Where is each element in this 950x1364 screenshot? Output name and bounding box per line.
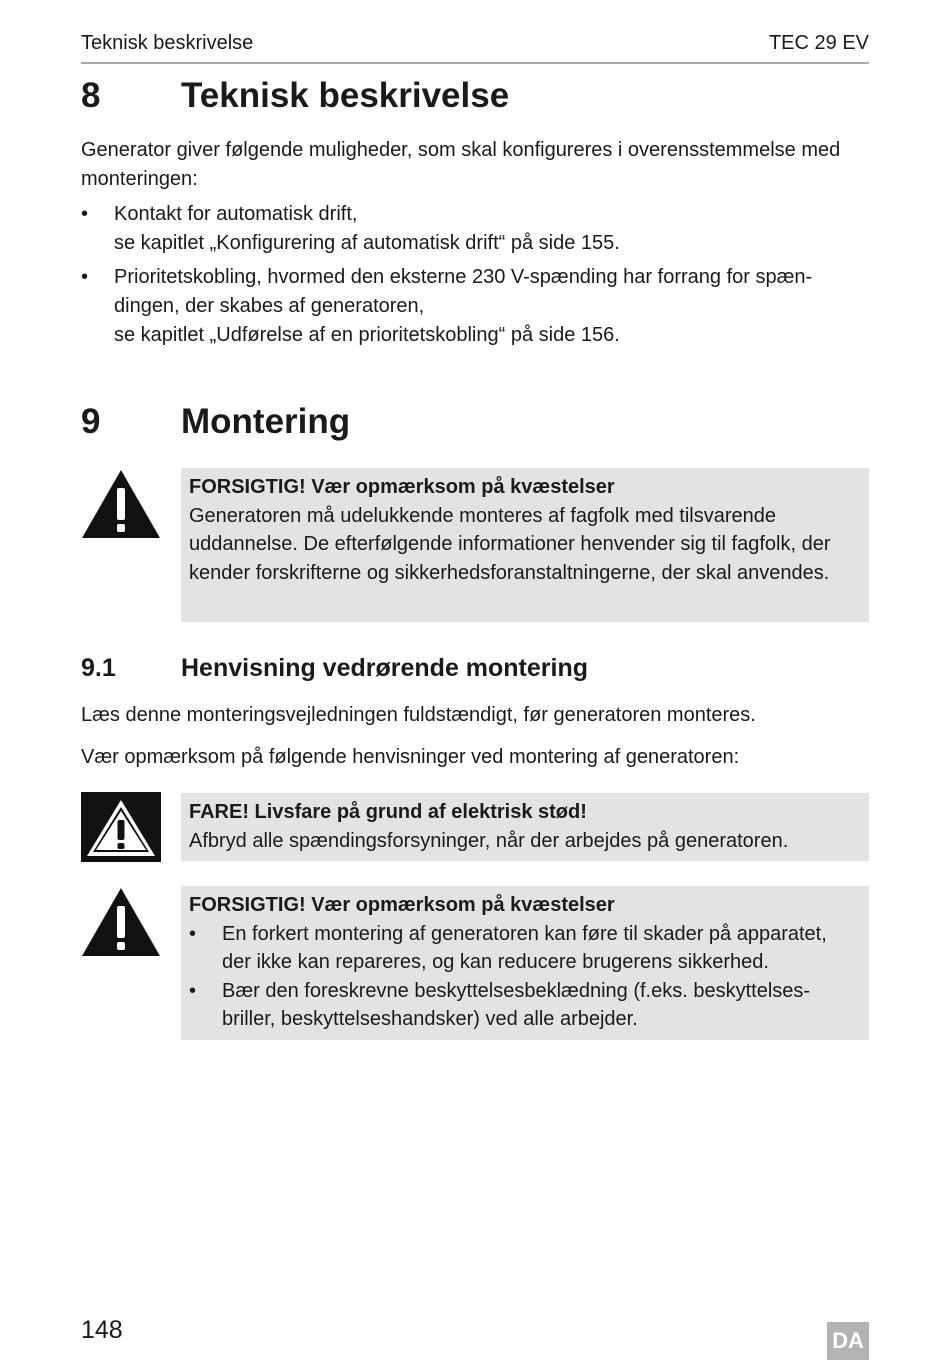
list-item xyxy=(189,977,857,1034)
warning-triangle-icon xyxy=(81,468,161,540)
notice-bullet-list xyxy=(189,920,857,1034)
section-title: Teknisk beskrivelse xyxy=(181,76,510,115)
section-9-1-para-1: Læs denne monteringsvejledningen fuldstændigt, før generatoren monteres. xyxy=(81,704,756,726)
running-header xyxy=(81,30,869,64)
list-item-line: Prioritetskobling, hvormed den eksterne 230 V-spænding har forrang for spæn-dingen, der skabes af generatoren, xyxy=(114,266,813,317)
notice-title: FARE! Livsfare på grund af elektrisk stød! xyxy=(189,801,587,823)
list-item xyxy=(189,920,857,977)
section-9-heading xyxy=(81,402,350,442)
notice-text: Afbryd alle spændingsforsyninger, når der arbejdes på generatoren. xyxy=(189,829,789,852)
list-item-text: En forkert montering af generatoren kan føre til skader på apparatet, der ikke kan repareres, og kan reducere brugerens sikkerhed. xyxy=(222,922,827,973)
header-product-name: TEC 29 EV xyxy=(768,32,869,54)
section-title: Henvisning vedrørende montering xyxy=(181,654,589,682)
section-number: 8 xyxy=(81,76,101,115)
section-number: 9.1 xyxy=(81,654,116,682)
list-item-line: se kapitlet „Konfigurering af automatisk drift“ på side 155. xyxy=(114,232,620,254)
list-item-text: Bær den foreskrevne beskyttelsesbeklædning (f.eks. beskyttelses-briller, beskyttelseshandsker) ved alle arbejder. xyxy=(222,979,811,1030)
list-item-line: se kapitlet „Udførelse af en prioritetskobling“ på side 156. xyxy=(114,324,620,346)
section-number: 9 xyxy=(81,402,101,441)
section-9-1-para-2: Vær opmærksom på følgende henvisninger ved montering af generatoren: xyxy=(81,746,740,768)
notice-title: FORSIGTIG! Vær opmærksom på kvæstelser xyxy=(189,476,615,498)
page-number: 148 xyxy=(81,1316,123,1344)
list-item-line: Kontakt for automatisk drift, xyxy=(114,203,358,225)
caution-notice xyxy=(181,886,869,1040)
header-section-title: Teknisk beskrivelse xyxy=(81,32,254,54)
notice-text: Generatoren må udelukkende monteres af fagfolk med tilsvarende uddannelse. De efterfølgende informationer henvender sig til fagfolk, der kender forskrifterne og sikkerhedsforanstaltningerne, der skal anvendes. xyxy=(189,504,831,584)
danger-notice xyxy=(181,793,869,861)
bullet-icon: • xyxy=(189,979,197,1002)
list-item xyxy=(81,200,869,258)
language-badge: DA xyxy=(827,1322,869,1360)
electric-warning-icon xyxy=(81,792,161,862)
section-8-heading xyxy=(81,76,509,116)
section-8-intro: Generator giver følgende muligheder, som skal konfigureres i overensstemmelse med monteringen: xyxy=(81,139,841,190)
warning-triangle-icon xyxy=(81,886,161,958)
caution-notice xyxy=(181,468,869,622)
section-9-1-heading xyxy=(81,654,588,683)
bullet-icon: • xyxy=(81,203,89,225)
list-item xyxy=(81,263,869,350)
section-8-bullet-list xyxy=(81,200,869,355)
notice-title: FORSIGTIG! Vær opmærksom på kvæstelser xyxy=(189,894,615,916)
bullet-icon: • xyxy=(189,922,197,945)
section-title: Montering xyxy=(181,402,351,441)
bullet-icon: • xyxy=(81,266,89,288)
